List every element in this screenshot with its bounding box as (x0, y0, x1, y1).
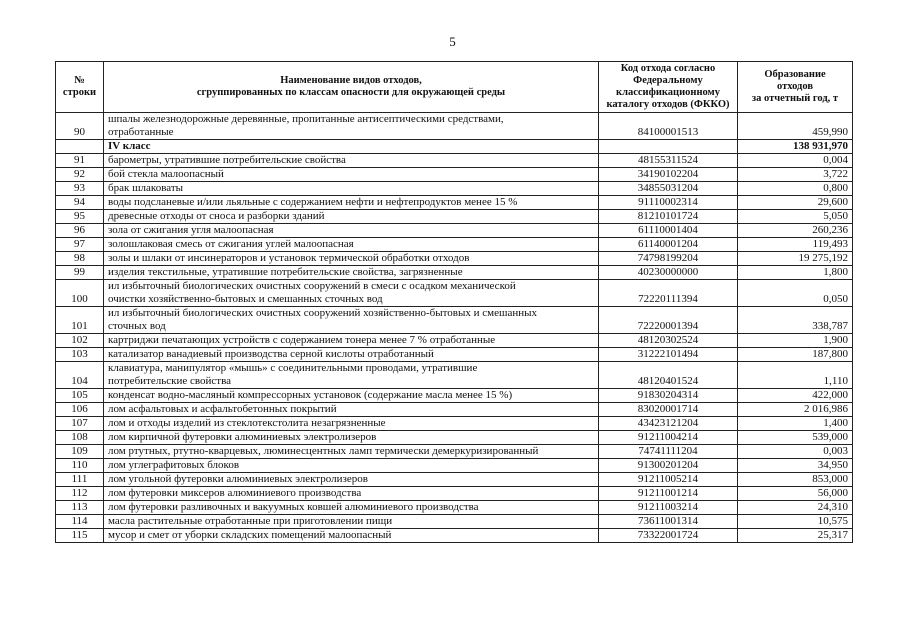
waste-name-line: лом футеровки миксеров алюминиевого производства (108, 487, 362, 499)
waste-amount: 260,236 (738, 224, 853, 238)
waste-name-line: очистки хозяйственно-бытовых и смешанных сточных вод (108, 293, 383, 305)
row-number: 101 (56, 307, 104, 334)
waste-name-line: лом ртутных, ртутно-кварцевых, люминесцентных ламп термически демеркуризированный (108, 445, 539, 457)
waste-name (104, 280, 599, 307)
waste-name-line: мусор и смет от уборки складских помещений малоопасный (108, 529, 392, 541)
waste-name-line: воды подсланевые и/или льяльные с содержанием нефти и нефтепродуктов менее 15 % (108, 196, 518, 208)
waste-amount: 19 275,192 (738, 252, 853, 266)
table-body (56, 113, 853, 543)
waste-name-line: клавиатура, манипулятор «мышь» с соединительными проводами, утратившие (108, 362, 478, 374)
waste-name (104, 459, 599, 473)
waste-name-line: брак шлаковаты (108, 182, 184, 194)
waste-amount: 853,000 (738, 473, 853, 487)
table-row (56, 445, 853, 459)
waste-name-line: конденсат водно-масляный компрессорных установок (содержание масла менее 15 %) (108, 389, 513, 401)
row-number (56, 140, 104, 154)
fkko-code (599, 140, 738, 154)
row-number: 113 (56, 501, 104, 515)
waste-name-line: лом кирпичной футеровки алюминиевых электролизеров (108, 431, 377, 443)
row-number: 107 (56, 417, 104, 431)
table-row (56, 362, 853, 389)
table-row (56, 487, 853, 501)
table-row (56, 403, 853, 417)
fkko-code: 72220111394 (599, 280, 738, 307)
row-number: 105 (56, 389, 104, 403)
row-number: 112 (56, 487, 104, 501)
waste-name-line: зола от сжигания угля малоопасная (108, 224, 274, 236)
row-number: 102 (56, 334, 104, 348)
waste-table (55, 61, 853, 543)
waste-name-line: потребительские свойства (108, 375, 231, 387)
fkko-code: 34855031204 (599, 182, 738, 196)
fkko-code: 31222101494 (599, 348, 738, 362)
waste-name (104, 431, 599, 445)
row-number: 99 (56, 266, 104, 280)
waste-amount: 29,600 (738, 196, 853, 210)
fkko-code: 91110002314 (599, 196, 738, 210)
row-number: 103 (56, 348, 104, 362)
waste-name-line: катализатор ванадиевый производства серной кислоты отработанный (108, 348, 434, 360)
waste-amount: 138 931,970 (738, 140, 853, 154)
row-number: 94 (56, 196, 104, 210)
row-number: 93 (56, 182, 104, 196)
fkko-code: 91300201204 (599, 459, 738, 473)
waste-name (104, 487, 599, 501)
waste-amount: 1,800 (738, 266, 853, 280)
waste-amount: 56,000 (738, 487, 853, 501)
waste-name (104, 348, 599, 362)
fkko-code: 91830204314 (599, 389, 738, 403)
table-row (56, 417, 853, 431)
waste-name-line: древесные отходы от сноса и разборки зданий (108, 210, 325, 222)
table-row (56, 280, 853, 307)
waste-amount: 2 016,986 (738, 403, 853, 417)
waste-name-line: лом и отходы изделий из стеклотекстолита незагрязненные (108, 417, 386, 429)
fkko-code: 91211005214 (599, 473, 738, 487)
fkko-code: 81210101724 (599, 210, 738, 224)
waste-name-line: картриджи печатающих устройств с содержанием тонера менее 7 % отработанные (108, 334, 496, 346)
table-row (56, 501, 853, 515)
waste-amount: 338,787 (738, 307, 853, 334)
fkko-code: 74798199204 (599, 252, 738, 266)
fkko-code: 61140001204 (599, 238, 738, 252)
waste-name-line: сточных вод (108, 320, 166, 332)
waste-name (104, 154, 599, 168)
waste-name (104, 403, 599, 417)
row-number: 96 (56, 224, 104, 238)
waste-amount: 1,110 (738, 362, 853, 389)
waste-amount: 0,003 (738, 445, 853, 459)
waste-name (104, 168, 599, 182)
waste-name (104, 224, 599, 238)
waste-name-line: отработанные (108, 126, 174, 138)
table-row (56, 334, 853, 348)
waste-name (104, 473, 599, 487)
waste-name-line: шпалы железнодорожные деревянные, пропитанные антисептическими средствами, (108, 113, 504, 125)
row-number: 98 (56, 252, 104, 266)
waste-name-line: барометры, утратившие потребительские свойства (108, 154, 346, 166)
table-row (56, 459, 853, 473)
row-number: 90 (56, 113, 104, 140)
waste-name (104, 334, 599, 348)
fkko-code: 91211004214 (599, 431, 738, 445)
row-number: 97 (56, 238, 104, 252)
waste-amount: 3,722 (738, 168, 853, 182)
waste-name (104, 182, 599, 196)
waste-amount: 24,310 (738, 501, 853, 515)
table-row (56, 224, 853, 238)
table-row (56, 473, 853, 487)
table-row (56, 266, 853, 280)
waste-name-line: золошлаковая смесь от сжигания углей малоопасная (108, 238, 354, 250)
fkko-code: 73322001724 (599, 529, 738, 543)
waste-amount: 0,800 (738, 182, 853, 196)
waste-amount: 34,950 (738, 459, 853, 473)
waste-amount: 10,575 (738, 515, 853, 529)
header-fkko-code: Код отхода согласно Федеральному классификационному каталогу отходов (ФККО) (599, 62, 738, 113)
row-number: 111 (56, 473, 104, 487)
fkko-code: 84100001513 (599, 113, 738, 140)
fkko-code: 48155311524 (599, 154, 738, 168)
fkko-code: 91211001214 (599, 487, 738, 501)
waste-amount: 422,000 (738, 389, 853, 403)
table-row (56, 348, 853, 362)
row-number: 100 (56, 280, 104, 307)
waste-name (104, 515, 599, 529)
fkko-code: 72220001394 (599, 307, 738, 334)
row-number: 114 (56, 515, 104, 529)
waste-amount: 539,000 (738, 431, 853, 445)
fkko-code: 34190102204 (599, 168, 738, 182)
header-row-number: № строки (56, 62, 104, 113)
table-row (56, 154, 853, 168)
header-waste-name: Наименование видов отходов, сгруппированных по классам опасности для окружающей среды (104, 62, 599, 113)
fkko-code: 74741111204 (599, 445, 738, 459)
table-row (56, 210, 853, 224)
waste-amount: 25,317 (738, 529, 853, 543)
row-number: 108 (56, 431, 104, 445)
waste-name (104, 529, 599, 543)
fkko-code: 73611001314 (599, 515, 738, 529)
table-row (56, 252, 853, 266)
waste-name-line: ил избыточный биологических очистных сооружений хозяйственно-бытовых и смешанных (108, 307, 538, 319)
row-number: 104 (56, 362, 104, 389)
waste-name (104, 140, 599, 154)
waste-amount: 119,493 (738, 238, 853, 252)
fkko-code: 43423121204 (599, 417, 738, 431)
waste-amount: 0,050 (738, 280, 853, 307)
waste-amount: 0,004 (738, 154, 853, 168)
page-number: 5 (449, 34, 456, 49)
fkko-code: 83020001714 (599, 403, 738, 417)
row-number: 92 (56, 168, 104, 182)
waste-name (104, 266, 599, 280)
fkko-code: 48120401524 (599, 362, 738, 389)
waste-name-line: IV класс (108, 140, 151, 152)
waste-name-line: изделия текстильные, утратившие потребительские свойства, загрязненные (108, 266, 463, 278)
waste-name (104, 417, 599, 431)
row-number: 115 (56, 529, 104, 543)
row-number: 109 (56, 445, 104, 459)
table-row (56, 307, 853, 334)
waste-amount: 1,400 (738, 417, 853, 431)
waste-amount: 459,990 (738, 113, 853, 140)
waste-name (104, 113, 599, 140)
table-row (56, 431, 853, 445)
table-row (56, 196, 853, 210)
table-row (56, 168, 853, 182)
section-row (56, 140, 853, 154)
waste-name-line: масла растительные отработанные при приготовлении пищи (108, 515, 393, 527)
table-row (56, 238, 853, 252)
waste-name-line: золы и шлаки от инсинераторов и установок термической обработки отходов (108, 252, 470, 264)
fkko-code: 61110001404 (599, 224, 738, 238)
row-number: 110 (56, 459, 104, 473)
table-row (56, 529, 853, 543)
waste-amount: 187,800 (738, 348, 853, 362)
table-row (56, 389, 853, 403)
waste-name (104, 362, 599, 389)
table-row (56, 182, 853, 196)
waste-amount: 5,050 (738, 210, 853, 224)
waste-name (104, 238, 599, 252)
waste-name-line: лом углеграфитовых блоков (108, 459, 240, 471)
table-row (56, 113, 853, 140)
waste-name-line: бой стекла малоопасный (108, 168, 224, 180)
waste-name-line: лом асфальтовых и асфальтобетонных покрытий (108, 403, 337, 415)
fkko-code: 91211003214 (599, 501, 738, 515)
waste-name (104, 445, 599, 459)
waste-name (104, 196, 599, 210)
waste-name (104, 501, 599, 515)
waste-name (104, 389, 599, 403)
waste-name-line: лом футеровки разливочных и вакуумных ковшей алюминиевого производства (108, 501, 479, 513)
header-waste-amount: Образование отходов за отчетный год, т (738, 62, 853, 113)
waste-name-line: лом угольной футеровки алюминиевых электролизеров (108, 473, 368, 485)
fkko-code: 48120302524 (599, 334, 738, 348)
row-number: 95 (56, 210, 104, 224)
row-number: 106 (56, 403, 104, 417)
waste-name (104, 307, 599, 334)
row-number: 91 (56, 154, 104, 168)
waste-amount: 1,900 (738, 334, 853, 348)
fkko-code: 40230000000 (599, 266, 738, 280)
table-row (56, 515, 853, 529)
waste-name (104, 210, 599, 224)
table-header-row (56, 62, 853, 113)
waste-name-line: ил избыточный биологических очистных сооружений в смеси с осадком механической (108, 280, 516, 292)
waste-name (104, 252, 599, 266)
